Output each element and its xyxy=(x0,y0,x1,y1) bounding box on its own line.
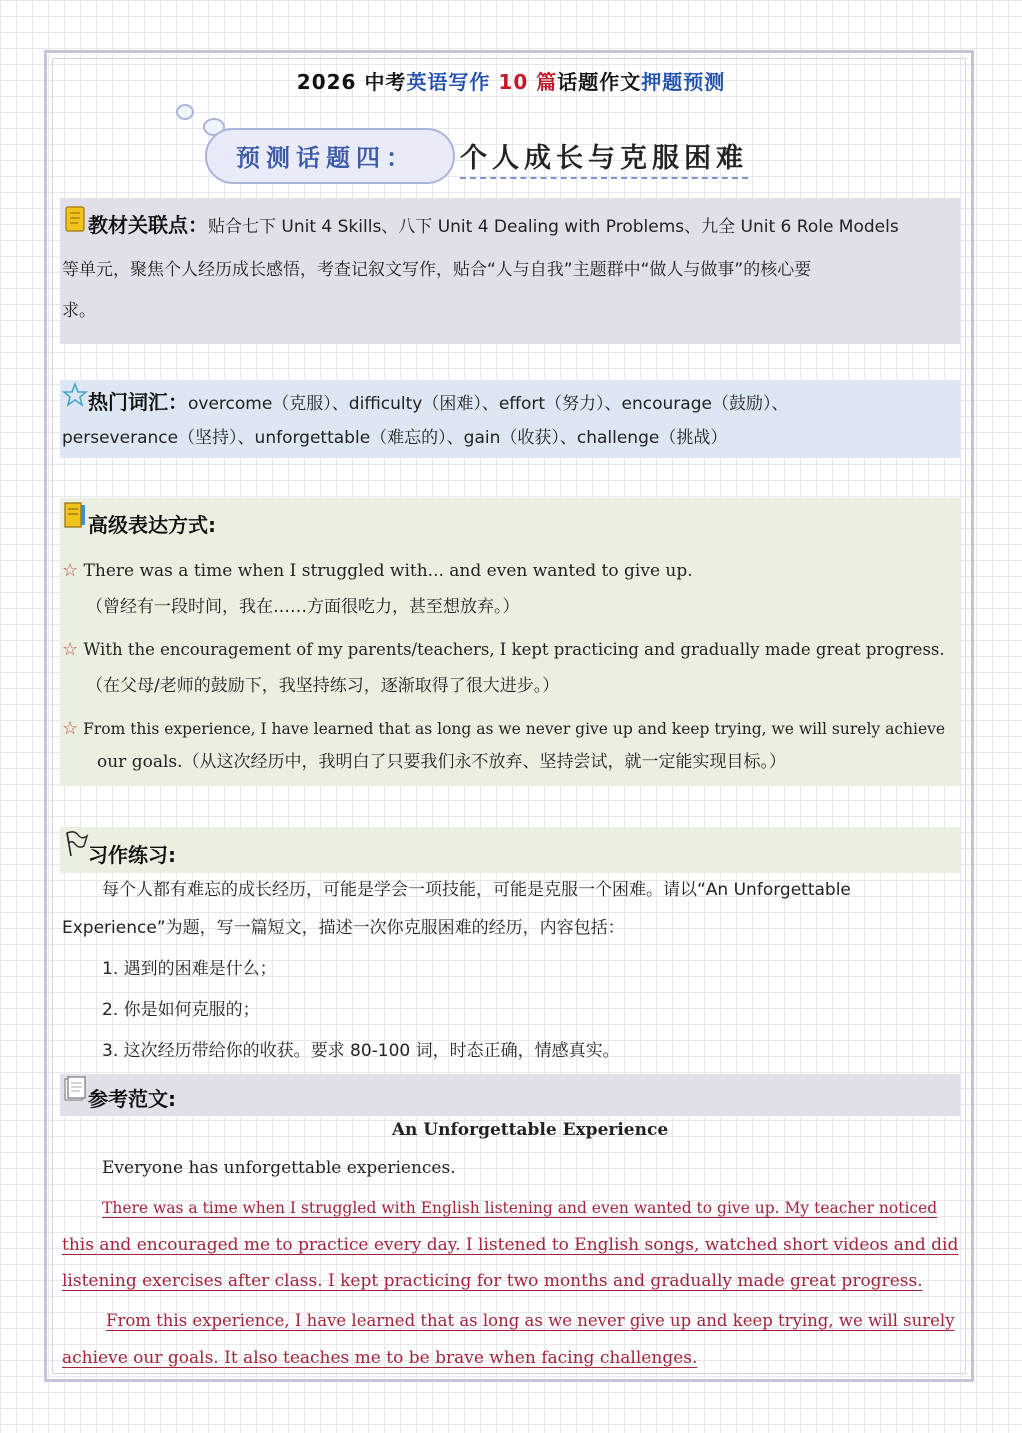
expression-1-zh: （曾经有一段时间，我在……方面很吃力，甚至想放弃。） xyxy=(86,597,520,617)
star-bullet-2: ☆ xyxy=(62,639,79,660)
page-title xyxy=(0,66,1022,95)
expression-2-zh: （在父母/老师的鼓励下，我坚持练习，逐渐取得了很大进步。） xyxy=(86,676,560,696)
practice-point-2: 2. 你是如何克服的； xyxy=(102,1000,260,1020)
document-icon xyxy=(62,1076,88,1102)
expression-1-en xyxy=(62,560,693,582)
practice-point-3: 3. 这次经历带给你的收获。要求 80-100 词，时态正确，情感真实。 xyxy=(102,1041,620,1061)
vocab-text-1: overcome（克服）、difficulty（困难）、effort（努力）、encourage（鼓励）、 xyxy=(188,394,789,414)
practice-line-1: 每个人都有难忘的成长经历，可能是学会一项技能，可能是克服一个困难。请以“An Unforgettable xyxy=(102,880,851,900)
expression-3-en xyxy=(62,718,945,740)
title-exam: 中考 xyxy=(364,70,407,94)
title-prediction: 押题预测 xyxy=(641,70,726,94)
notebook-icon xyxy=(64,206,86,232)
expression-3-cont xyxy=(97,751,786,773)
textbook-line-3: 求。 xyxy=(62,301,96,321)
practice-heading: 习作练习: xyxy=(88,843,176,867)
expression-3-text: From this experience, I have learned that as long as we never give up and keep trying, we will surely achieve xyxy=(83,720,946,738)
vocab-heading: 热门词汇： xyxy=(88,390,188,414)
title-topic-essay: 话题作文 xyxy=(557,70,642,94)
star-bullet-1: ☆ xyxy=(62,560,79,581)
expression-3-zh: （从这次经历中，我明白了只要我们永不放弃、坚持尝试，就一定能实现目标。） xyxy=(182,752,787,772)
essay-intro: Everyone has unforgettable experiences. xyxy=(102,1158,456,1178)
practice-line-2: Experience”为题，写一篇短文，描述一次你克服困难的经历，内容包括： xyxy=(62,918,625,938)
title-english-writing: 英语写作 xyxy=(406,70,491,94)
textbook-line-2: 等单元，聚焦个人经历成长感悟，考查记叙文写作，贴合“人与自我”主题群中“做人与做事”的核心要 xyxy=(62,260,812,280)
star-bullet-3: ☆ xyxy=(62,718,79,739)
vocab-line-1 xyxy=(88,391,788,415)
subtitle-label: 预测话题四： xyxy=(236,144,416,172)
flag-icon xyxy=(63,830,89,858)
essay-p1-line-3: listening exercises after class. I kept practicing for two months and gradually made great progress. xyxy=(62,1271,923,1291)
star-outline-icon xyxy=(62,382,88,408)
expression-1-text: There was a time when I struggled with... and even wanted to give up. xyxy=(83,561,693,581)
title-year: 2026 xyxy=(296,70,365,94)
practice-point-1: 1. 遇到的困难是什么； xyxy=(102,959,277,979)
title-number: 10 xyxy=(490,70,537,94)
essay-p2-line-2: achieve our goals. It also teaches me to be brave when facing challenges. xyxy=(62,1348,698,1368)
expression-2-text: With the encouragement of my parents/teachers, I kept practicing and gradually made great progress. xyxy=(83,640,945,659)
essay-p1-line-2: this and encouraged me to practice every day. I listened to English songs, watched short videos and did xyxy=(62,1235,959,1255)
sample-heading: 参考范文: xyxy=(88,1087,176,1111)
essay-title: An Unforgettable Experience xyxy=(391,1120,669,1140)
textbook-text-1: 贴合七下 Unit 4 Skills、八下 Unit 4 Dealing with Problems、九全 Unit 6 Role Models xyxy=(208,217,899,237)
expressions-heading: 高级表达方式: xyxy=(88,513,216,537)
cloud-bubble-small xyxy=(176,104,194,120)
expression-2-en xyxy=(62,639,945,661)
book-icon xyxy=(63,502,87,528)
essay-p1-line-1: There was a time when I struggled with English listening and even wanted to give up. My teacher noticed xyxy=(102,1199,938,1217)
expression-3-text-cont: our goals. xyxy=(97,752,183,772)
vocab-line-2: perseverance（坚持）、unforgettable（难忘的）、gain（收获）、challenge（挑战） xyxy=(62,428,728,448)
sample-panel xyxy=(60,1074,960,1116)
title-pian: 篇 xyxy=(536,70,558,94)
subtitle-topic: 个人成长与克服困难 xyxy=(460,136,748,179)
textbook-heading: 教材关联点： xyxy=(88,213,208,237)
practice-panel xyxy=(60,827,960,873)
essay-p2-line-1: From this experience, I have learned that as long as we never give up and keep trying, we will surely xyxy=(106,1311,955,1330)
textbook-line-1 xyxy=(88,214,899,238)
